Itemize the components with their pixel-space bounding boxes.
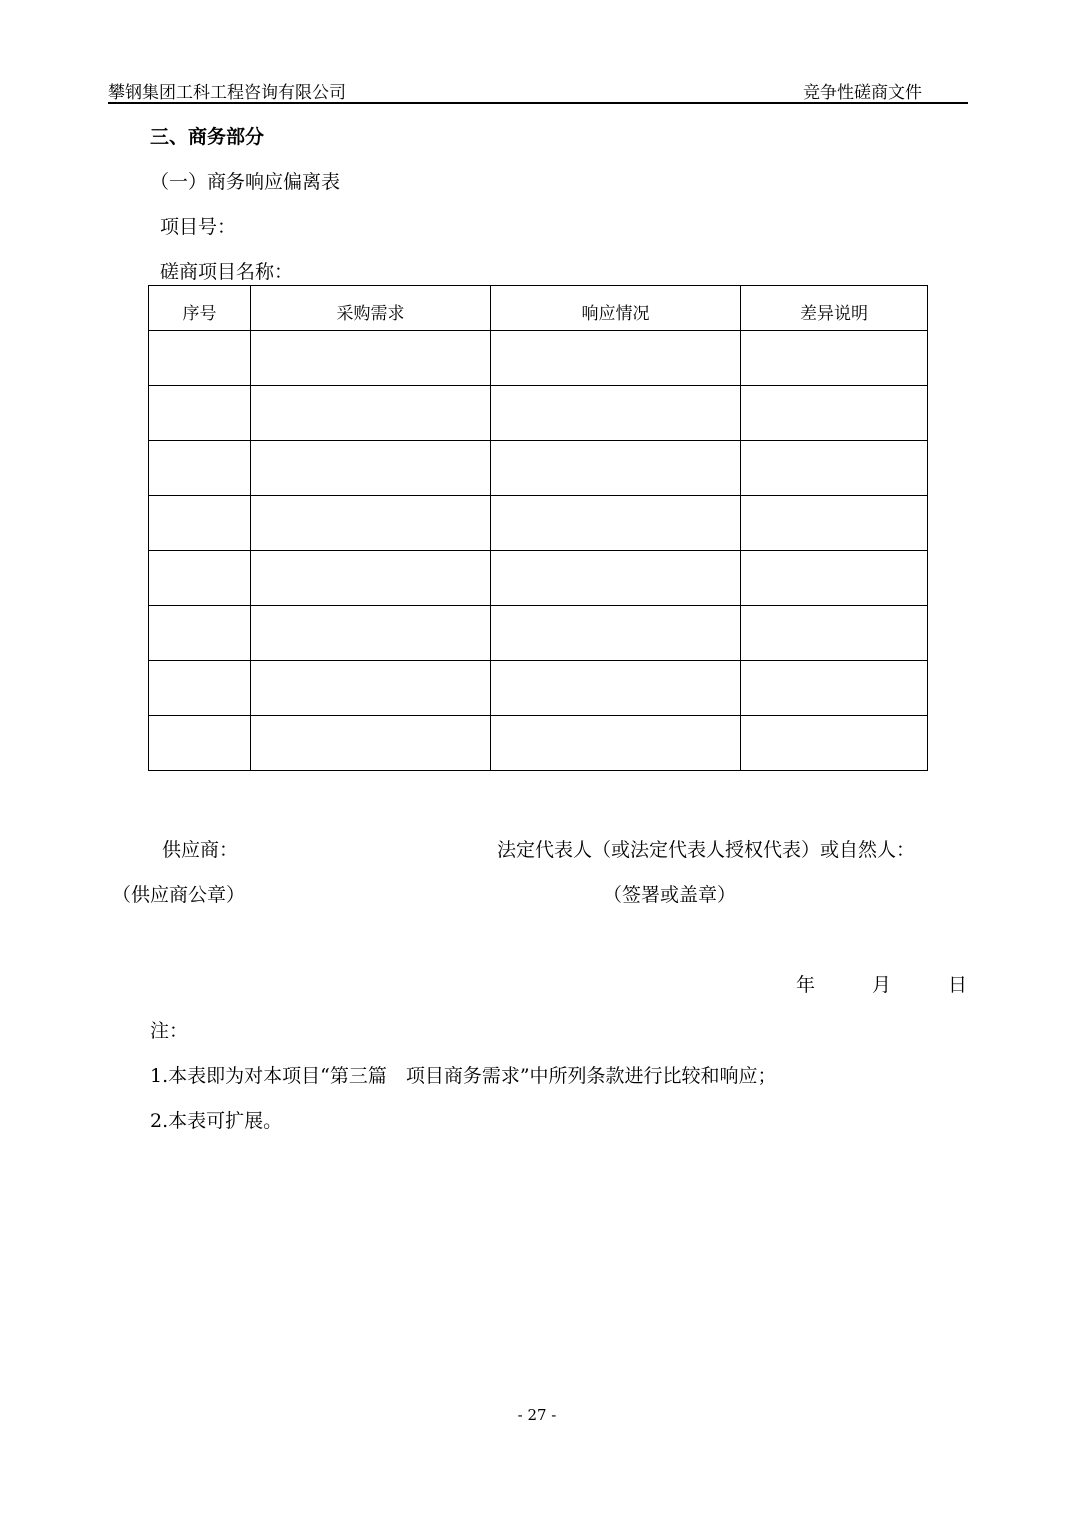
- legal-rep-label: 法定代表人（或法定代表人授权代表）或自然人：: [497, 839, 916, 861]
- table-row: [149, 441, 928, 496]
- date-month: 月: [872, 974, 892, 996]
- col-header-seq: 序号: [149, 286, 251, 331]
- page-number: - 27 -: [517, 1406, 557, 1424]
- note-item: 1.本表即为对本项目“第三篇 项目商务需求”中所列条款进行比较和响应；: [150, 1065, 777, 1087]
- table-cell[interactable]: [149, 441, 251, 496]
- project-name-label: 磋商项目名称：: [160, 261, 294, 283]
- note-item: 2.本表可扩展。: [150, 1110, 283, 1132]
- table-cell[interactable]: [741, 661, 928, 716]
- subsection-title: （一）商务响应偏离表: [150, 171, 341, 193]
- table-cell[interactable]: [491, 496, 741, 551]
- sign-or-seal-label: （签署或盖章）: [603, 884, 737, 906]
- table-cell[interactable]: [251, 716, 491, 771]
- table-row: [149, 386, 928, 441]
- notes-label: 注：: [150, 1020, 189, 1042]
- table-cell[interactable]: [491, 441, 741, 496]
- date-year: 年: [796, 974, 816, 996]
- table-row: [149, 606, 928, 661]
- table-header-row: [149, 286, 928, 331]
- deviation-table: [148, 285, 928, 771]
- table-cell[interactable]: [741, 496, 928, 551]
- table-cell[interactable]: [491, 716, 741, 771]
- header-divider: [108, 102, 968, 104]
- table-cell[interactable]: [251, 441, 491, 496]
- date-day: 日: [948, 974, 968, 996]
- supplier-seal-label: （供应商公章）: [112, 884, 246, 906]
- table-cell[interactable]: [741, 606, 928, 661]
- table-cell[interactable]: [741, 716, 928, 771]
- table-cell[interactable]: [149, 606, 251, 661]
- table-cell[interactable]: [491, 551, 741, 606]
- table-cell[interactable]: [491, 331, 741, 386]
- table-row: [149, 716, 928, 771]
- table-cell[interactable]: [149, 551, 251, 606]
- col-header-requirement: 采购需求: [251, 286, 491, 331]
- table-row: [149, 551, 928, 606]
- table-cell[interactable]: [741, 441, 928, 496]
- table-cell[interactable]: [491, 661, 741, 716]
- table-cell[interactable]: [149, 716, 251, 771]
- table-cell[interactable]: [741, 331, 928, 386]
- table-cell[interactable]: [149, 331, 251, 386]
- table-cell[interactable]: [741, 386, 928, 441]
- table-cell[interactable]: [491, 386, 741, 441]
- section-title: 三、商务部分: [150, 126, 265, 148]
- table-cell[interactable]: [251, 551, 491, 606]
- table-cell[interactable]: [741, 551, 928, 606]
- table-cell[interactable]: [149, 496, 251, 551]
- header-doc-type: 竞争性磋商文件: [803, 83, 922, 103]
- table-cell[interactable]: [251, 331, 491, 386]
- col-header-response: 响应情况: [491, 286, 741, 331]
- table-cell[interactable]: [251, 496, 491, 551]
- supplier-label: 供应商：: [162, 839, 239, 861]
- table-cell[interactable]: [149, 386, 251, 441]
- table-cell[interactable]: [251, 661, 491, 716]
- table-cell[interactable]: [251, 386, 491, 441]
- table-row: [149, 331, 928, 386]
- table-row: [149, 496, 928, 551]
- col-header-difference: 差异说明: [741, 286, 928, 331]
- header-company: 攀钢集团工科工程咨询有限公司: [108, 83, 346, 103]
- table-cell[interactable]: [149, 661, 251, 716]
- table-row: [149, 661, 928, 716]
- table-cell[interactable]: [251, 606, 491, 661]
- table-cell[interactable]: [491, 606, 741, 661]
- project-no-label: 项目号：: [160, 216, 237, 238]
